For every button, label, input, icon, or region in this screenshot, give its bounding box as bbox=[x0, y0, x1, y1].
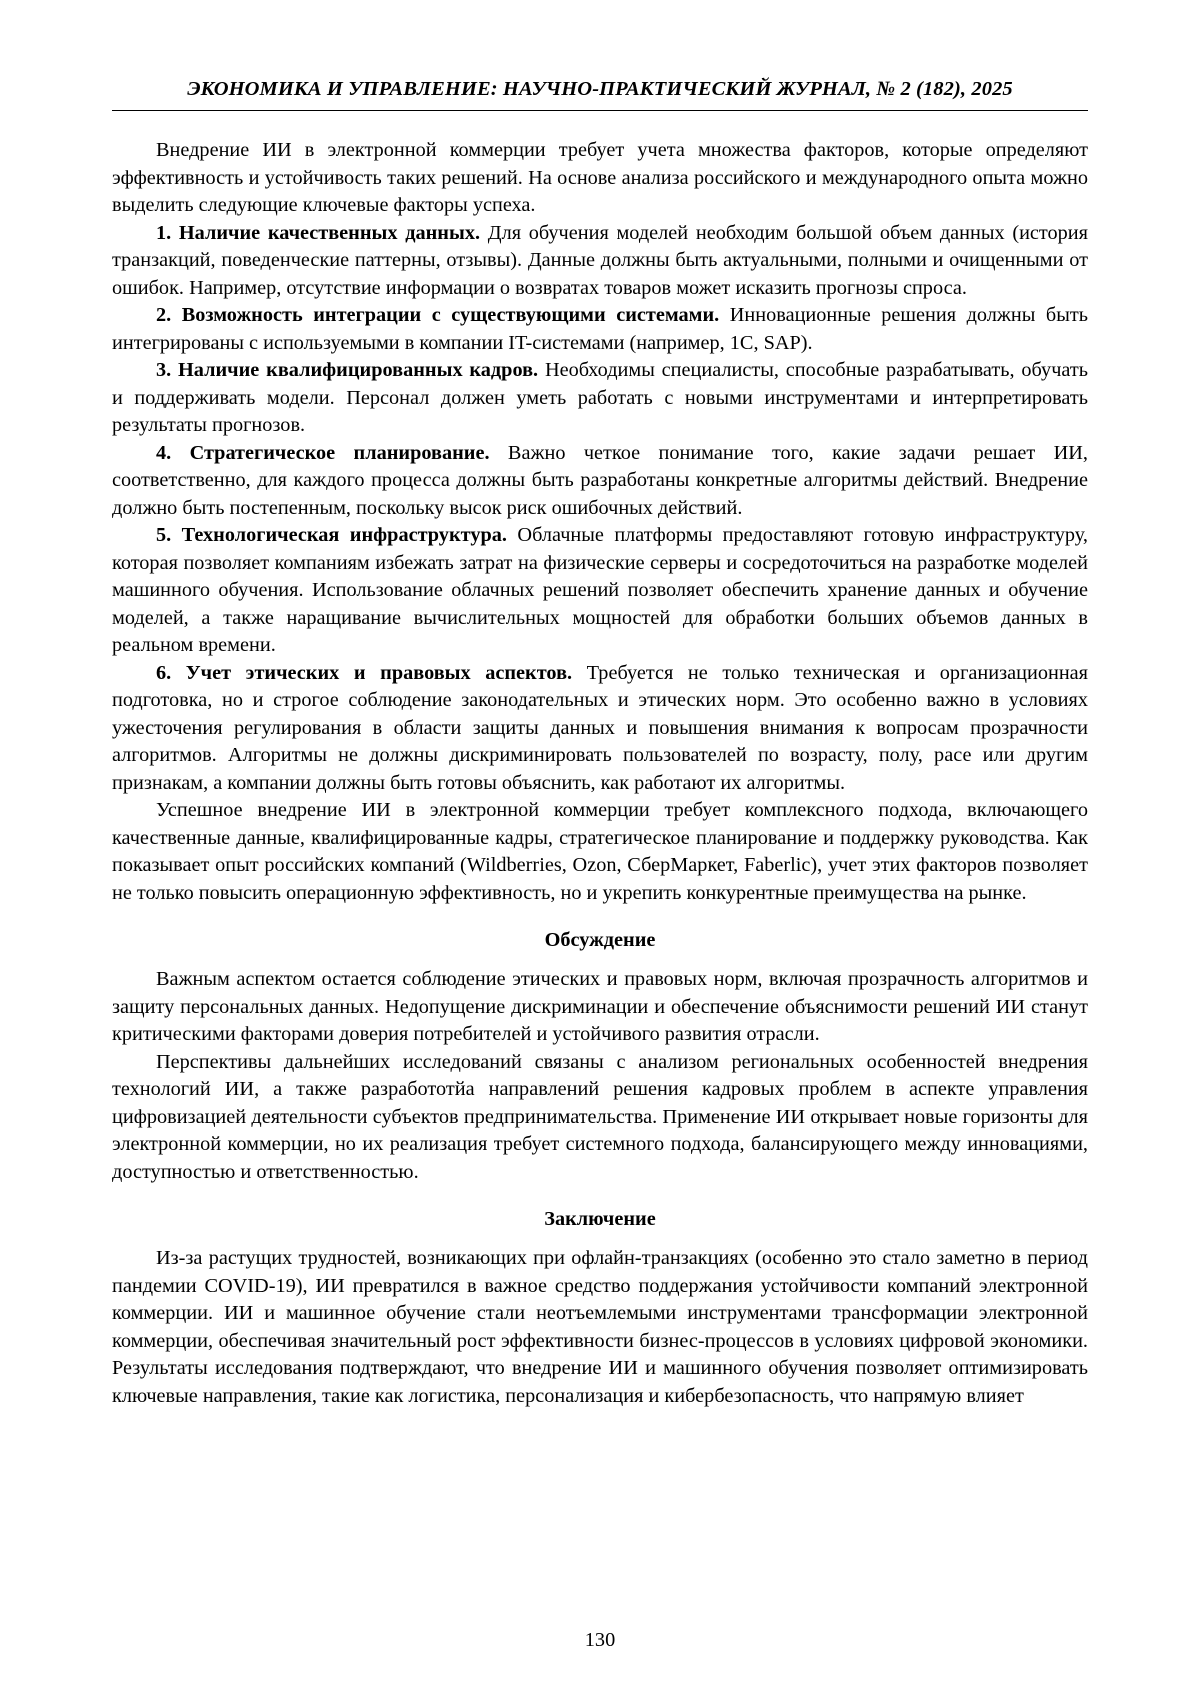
discussion-paragraph-2: Перспективы дальнейших исследований связаны с анализом региональных особенностей внедрения технологий ИИ, а также разработотйа направлений решения кадровых проблем в аспекте управления цифровизацией деятельности субъектов предпринимательства. Применение ИИ открывает новые горизонты для электронной коммерции, но их реализация требует системного подхода, балансирующего между инновациями, доступностью и ответственностью. bbox=[112, 1050, 1088, 1183]
discussion-paragraph-1: Важным аспектом остается соблюдение этических и правовых норм, включая прозрачность алгоритмов и защиту персональных данных. Недопущение дискриминации и обеспечение объяснимости решений ИИ станут критическими факторами доверия потребителей и устойчивого развития отрасли. bbox=[112, 968, 1088, 1045]
factor-item-1 bbox=[112, 220, 1088, 303]
running-head: ЭКОНОМИКА И УПРАВЛЕНИЕ: НАУЧНО-ПРАКТИЧЕСКИЙ ЖУРНАЛ, № 2 (182), 2025 bbox=[112, 78, 1088, 111]
section-heading-discussion: Обсуждение bbox=[544, 929, 656, 951]
factor-4-lead: 4. Стратегическое планирование. bbox=[156, 441, 490, 464]
factor-item-6 bbox=[112, 660, 1088, 798]
factor-3-text: Необходимы специалисты, способные разрабатывать, обучать и поддерживать модели. Персонал должен уметь работать с новыми инструментами и интерпретировать результаты прогнозов. bbox=[112, 359, 1088, 436]
factor-item-5 bbox=[112, 522, 1088, 660]
factor-item-4 bbox=[112, 440, 1088, 523]
factor-2-text: Инновационные решения должны быть интегрированы с используемыми в компании IT-системами (например, 1С, SAP). bbox=[112, 304, 1088, 354]
factor-5-text: Облачные платформы предоставляют готовую инфраструктуру, которая позволяет компаниям избежать затрат на физические серверы и сосредоточиться на разработке моделей машинного обучения. Использование облачных решений позволяет обеспечить хранение данных и обучение моделей, а также наращивание вычислительных мощностей для обработки больших объемов данных в реальном времени. bbox=[112, 524, 1088, 656]
factor-4-text: Важно четкое понимание того, какие задачи решает ИИ, соответственно, для каждого процесса должны быть разработаны конкретные алгоритмы действий. Внедрение должно быть постепенным, поскольку высок риск ошибочных действий. bbox=[112, 441, 1088, 519]
factor-item-2 bbox=[112, 302, 1088, 357]
factor-item-3 bbox=[112, 357, 1088, 440]
factor-1-lead: 1. Наличие качественных данных. bbox=[156, 221, 481, 244]
factor-5-lead: 5. Технологическая инфраструктура. bbox=[156, 524, 507, 546]
page-number: 130 bbox=[584, 1629, 616, 1651]
conclusion-paragraph-1: Из-за растущих трудностей, возникающих при офлайн-транзакциях (особенно это стало заметно в период пандемии COVID-19), ИИ превратился в важное средство поддержания устойчивости компаний электронной коммерции. ИИ и машинное обучение стали неотъемлемыми инструментами трансформации электронной коммерции, обеспечивая значительный рост эффективности бизнес-процессов в условиях цифровой экономики. Результаты исследования подтверждают, что внедрение ИИ и машинного обучения позволяет оптимизировать ключевые направления, такие как логистика, персонализация и кибербезопасность, что напрямую влияет bbox=[112, 1247, 1088, 1407]
factor-1-text: Для обучения моделей необходим большой объем данных (история транзакций, поведенческие паттерны, отзывы). Данные должны быть актуальными, полными и очищенными от ошибок. Например, отсутствие информации о возвратах товаров может исказить прогнозы спроса. bbox=[112, 221, 1088, 299]
factor-6-lead: 6. Учет этических и правовых аспектов. bbox=[156, 661, 573, 684]
factor-2-lead: 2. Возможность интеграции с существующими системами. bbox=[156, 304, 720, 326]
section-heading-conclusion: Заключение bbox=[544, 1208, 656, 1230]
factor-6-text: Требуется не только техническая и организационная подготовка, но и строгое соблюдение законодательных и этических норм. Это особенно важно в условиях ужесточения регулирования в области защиты данных и повышения внимания к вопросам прозрачности алгоритмов. Алгоритмы не должны дискриминировать пользователей по возрасту, полу, расе или другим признакам, а компании должны быть готовы объяснить, как работают их алгоритмы. bbox=[112, 661, 1088, 794]
factor-3-lead: 3. Наличие квалифицированных кадров. bbox=[156, 359, 539, 381]
paragraph-summary: Успешное внедрение ИИ в электронной коммерции требует комплексного подхода, включающего качественные данные, квалифицированные кадры, стратегическое планирование и поддержку руководства. Как показывает опыт российских компаний (Wildberries, Ozon, СберМаркет, Faberlic), учет этих факторов позволяет не только повысить операционную эффективность, но и укрепить конкурентные преимущества на рынке. bbox=[112, 799, 1088, 904]
paragraph-intro: Внедрение ИИ в электронной коммерции требует учета множества факторов, которые определяют эффективность и устойчивость таких решений. На основе анализа российского и международного опыта можно выделить следующие ключевые факторы успеха. bbox=[112, 139, 1088, 216]
